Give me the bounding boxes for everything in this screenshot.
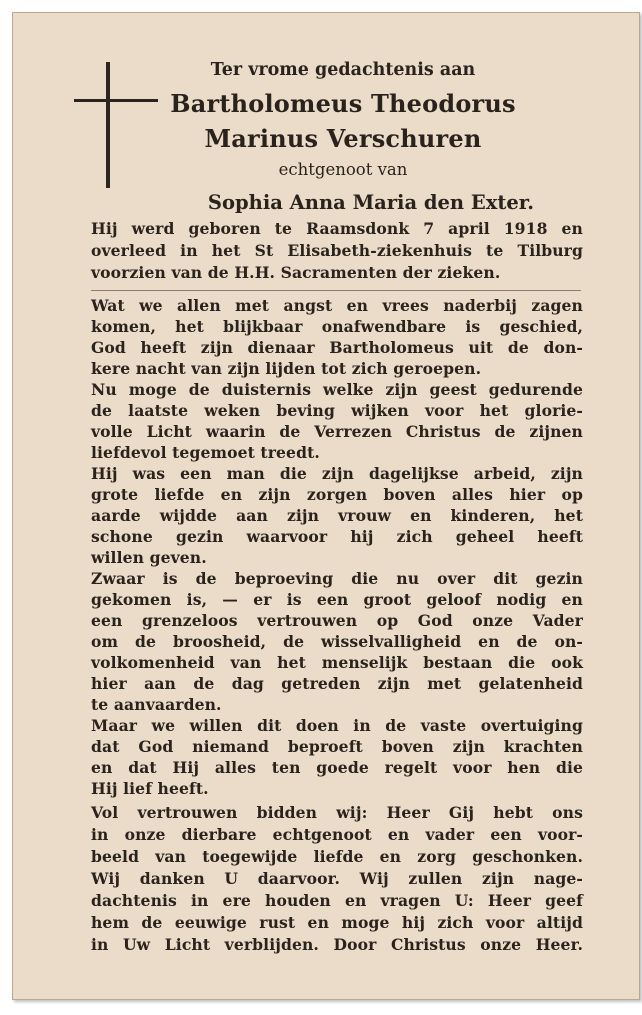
body-line: hier aan de dag getreden zijn met gelatenheid <box>91 674 583 693</box>
body-line: Hij lief heeft. <box>91 779 209 798</box>
bio-line: overleed in het St Elisabeth-ziekenhuis te Tilburg <box>91 241 583 260</box>
body-line: volkomenheid van het menselijk bestaan die ook <box>91 653 583 672</box>
body-line: aarde wijdde aan zijn vrouw en kinderen, het <box>91 506 583 525</box>
body-line: en dat Hij alles ten goede regelt voor hen die <box>91 758 583 777</box>
intro-text: Ter vrome gedachtenis aan <box>210 60 476 80</box>
body-line: een grenzeloos vertrouwen op God onze Vader <box>91 611 583 630</box>
body-line: in Uw Licht verblijden. Door Christus onze Heer. <box>91 935 583 954</box>
body-line: in onze dierbare echtgenoot en vader een voor- <box>91 825 583 844</box>
body-line: volle Licht waarin de Verrezen Christus de zijnen <box>91 422 583 441</box>
spouse-name: Sophia Anna Maria den Exter. <box>207 191 535 214</box>
body-line: Wat we allen met angst en vrees naderbij zagen <box>91 296 583 315</box>
memorial-card <box>12 12 640 1000</box>
body-line: Zwaar is de beproeving die nu over dit gezin <box>91 569 583 588</box>
bio-line: Hij werd geboren te Raamsdonk 7 april 1918 en <box>91 219 583 238</box>
cross-icon <box>106 62 110 188</box>
body-line: te aanvaarden. <box>91 695 222 714</box>
deceased-name-line-2: Marinus Verschuren <box>204 124 482 153</box>
body-line: God heeft zijn dienaar Bartholomeus uit de don- <box>91 338 583 357</box>
body-line: schone gezin waarvoor hij zich geheel heeft <box>91 527 583 546</box>
body-line: om de broosheid, de wisselvalligheid en de on- <box>91 632 583 651</box>
bio-line: voorzien van de H.H. Sacramenten der zieken. <box>91 263 501 282</box>
deceased-name-line-1: Bartholomeus Theodorus <box>170 89 516 118</box>
divider <box>91 290 581 291</box>
body-line: komen, het blijkbaar onafwendbare is geschied, <box>91 317 583 336</box>
body-line: dat God niemand beproeft boven zijn krachten <box>91 737 583 756</box>
body-line: Vol vertrouwen bidden wij: Heer Gij hebt ons <box>91 803 583 822</box>
body-line: dachtenis in ere houden en vragen U: Heer geef <box>91 891 583 910</box>
body-line: Hij was een man die zijn dagelijkse arbeid, zijn <box>91 464 583 483</box>
spouse-intro-text: echtgenoot van <box>278 160 408 179</box>
body-line: grote liefde en zijn zorgen boven alles hier op <box>91 485 583 504</box>
body-line: Nu moge de duisternis welke zijn geest gedurende <box>91 380 583 399</box>
body-line: Maar we willen dit doen in de vaste overtuiging <box>91 716 583 735</box>
body-line: kere nacht van zijn lijden tot zich geroepen. <box>91 359 482 378</box>
body-line: liefdevol tegemoet treedt. <box>91 443 320 462</box>
body-line: Wij danken U daarvoor. Wij zullen zijn nage- <box>91 869 583 888</box>
body-line: beeld van toegewijde liefde en zorg geschonken. <box>91 847 583 866</box>
cross-icon-bar <box>74 99 158 102</box>
body-line: hem de eeuwige rust en moge hij zich voor altijd <box>91 913 583 932</box>
body-line: de laatste weken beving wijken voor het glorie- <box>91 401 583 420</box>
body-line: willen geven. <box>91 548 207 567</box>
body-line: gekomen is, — er is een groot geloof nodig en <box>91 590 583 609</box>
